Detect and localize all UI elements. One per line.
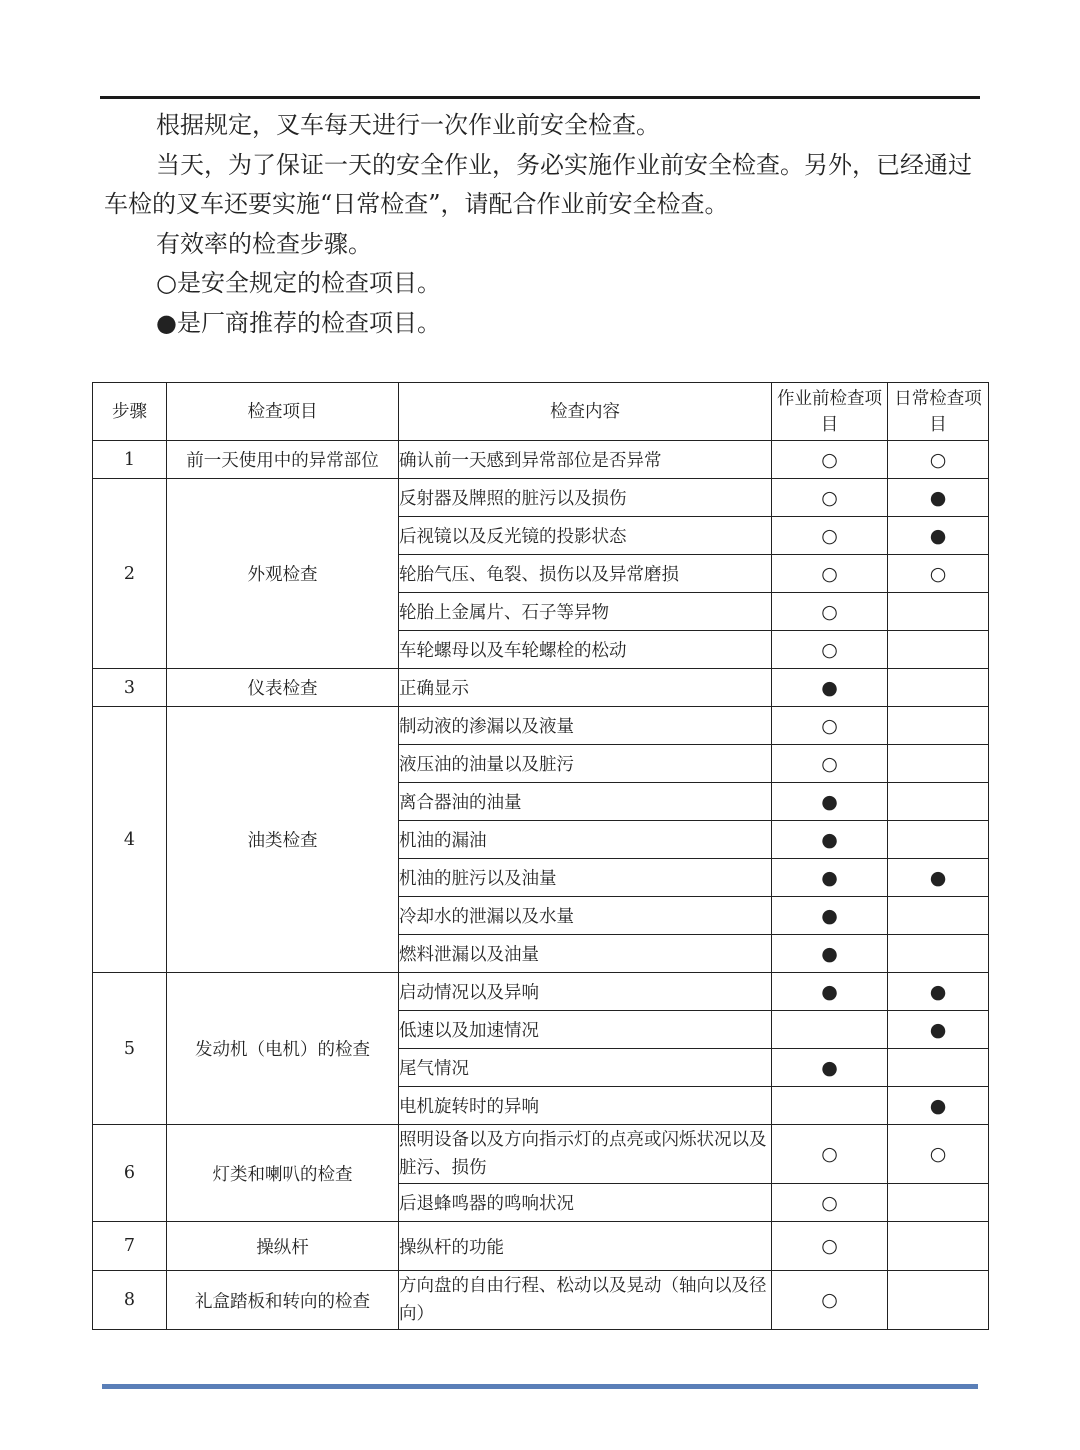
step-number: 4 [93,707,167,973]
check-content: 冷却水的泄漏以及水量 [399,897,772,935]
step-number: 5 [93,973,167,1125]
daily-mark: ● [888,859,989,897]
check-content: 正确显示 [399,669,772,707]
step-number: 2 [93,479,167,669]
check-content: 低速以及加速情况 [399,1011,772,1049]
pre-work-mark: ○ [772,441,888,479]
daily-mark: ● [888,517,989,555]
daily-mark [888,1271,989,1330]
table-row [93,1222,989,1271]
pre-work-mark: ● [772,821,888,859]
check-content: 方向盘的自由行程、松动以及晃动（轴向以及径向） [399,1271,772,1330]
table-row [93,1125,989,1184]
check-content: 车轮螺母以及车轮螺栓的松动 [399,631,772,669]
daily-mark [888,669,989,707]
check-content: 轮胎上金属片、石子等异物 [399,593,772,631]
check-content: 机油的脏污以及油量 [399,859,772,897]
check-category: 操纵杆 [167,1222,399,1271]
check-content: 后视镜以及反光镜的投影状态 [399,517,772,555]
check-content: 离合器油的油量 [399,783,772,821]
check-category: 油类检查 [167,707,399,973]
daily-mark [888,1184,989,1222]
step-number: 6 [93,1125,167,1222]
check-content: 轮胎气压、龟裂、损伤以及异常磨损 [399,555,772,593]
intro-text [104,106,976,343]
table-row [93,707,989,745]
check-content: 燃料泄漏以及油量 [399,935,772,973]
table-row [93,973,989,1011]
table-row [93,441,989,479]
daily-mark: ○ [888,1125,989,1184]
pre-work-mark: ○ [772,707,888,745]
header-content: 检查内容 [399,383,772,441]
daily-mark: ● [888,973,989,1011]
pre-work-mark: ○ [772,593,888,631]
table-body [93,441,989,1330]
check-content: 液压油的油量以及脏污 [399,745,772,783]
daily-mark [888,1049,989,1087]
pre-work-mark: ○ [772,1271,888,1330]
header-step: 步骤 [93,383,167,441]
check-content: 确认前一天感到异常部位是否异常 [399,441,772,479]
check-content: 机油的漏油 [399,821,772,859]
daily-mark [888,897,989,935]
legend-open-circle: ○是安全规定的检查项目。 [156,269,441,297]
pre-work-mark: ○ [772,1222,888,1271]
table-row [93,1271,989,1330]
check-content: 后退蜂鸣器的鸣响状况 [399,1184,772,1222]
daily-mark: ○ [888,441,989,479]
intro-paragraph: 有效率的检查步骤。 [156,229,372,258]
daily-mark [888,707,989,745]
header-category: 检查项目 [167,383,399,441]
step-number: 8 [93,1271,167,1330]
inspection-table [92,382,989,1330]
daily-mark [888,935,989,973]
pre-work-mark: ● [772,897,888,935]
daily-mark [888,593,989,631]
legend-filled-circle: ●是厂商推荐的检查项目。 [156,308,441,337]
check-category: 礼盒踏板和转向的检查 [167,1271,399,1330]
table-row [93,479,989,517]
daily-mark: ○ [888,555,989,593]
table-row [93,669,989,707]
daily-mark [888,821,989,859]
pre-work-mark: ● [772,973,888,1011]
intro-paragraph: 当天，为了保证一天的安全作业，务必实施作业前安全检查。另外，已经通过车检的叉车还要实施“日常检查”，请配合作业前安全检查。 [104,150,972,218]
daily-mark [888,631,989,669]
check-category: 外观检查 [167,479,399,669]
pre-work-mark: ● [772,783,888,821]
header-pre-work: 作业前检查项目 [772,383,888,441]
bottom-rule [102,1384,978,1389]
daily-mark [888,783,989,821]
pre-work-mark [772,1087,888,1125]
check-category: 发动机（电机）的检查 [167,973,399,1125]
pre-work-mark: ○ [772,555,888,593]
daily-mark: ● [888,1011,989,1049]
pre-work-mark: ● [772,859,888,897]
daily-mark [888,745,989,783]
step-number: 1 [93,441,167,479]
check-content: 制动液的渗漏以及液量 [399,707,772,745]
pre-work-mark: ● [772,669,888,707]
step-number: 7 [93,1222,167,1271]
pre-work-mark: ○ [772,745,888,783]
table-header-row [93,383,989,441]
pre-work-mark: ● [772,935,888,973]
check-category: 仪表检查 [167,669,399,707]
check-content: 尾气情况 [399,1049,772,1087]
pre-work-mark [772,1011,888,1049]
check-category: 前一天使用中的异常部位 [167,441,399,479]
pre-work-mark: ○ [772,1184,888,1222]
daily-mark: ● [888,479,989,517]
header-daily: 日常检查项目 [888,383,989,441]
check-content: 启动情况以及异响 [399,973,772,1011]
pre-work-mark: ● [772,1049,888,1087]
check-content: 操纵杆的功能 [399,1222,772,1271]
step-number: 3 [93,669,167,707]
check-category: 灯类和喇叭的检查 [167,1125,399,1222]
pre-work-mark: ○ [772,1125,888,1184]
top-rule [100,96,980,99]
check-content: 电机旋转时的异响 [399,1087,772,1125]
check-content: 照明设备以及方向指示灯的点亮或闪烁状况以及脏污、损伤 [399,1125,772,1184]
pre-work-mark: ○ [772,517,888,555]
pre-work-mark: ○ [772,631,888,669]
daily-mark: ● [888,1087,989,1125]
pre-work-mark: ○ [772,479,888,517]
intro-paragraph: 根据规定，叉车每天进行一次作业前安全检查。 [156,111,660,139]
daily-mark [888,1222,989,1271]
check-content: 反射器及牌照的脏污以及损伤 [399,479,772,517]
